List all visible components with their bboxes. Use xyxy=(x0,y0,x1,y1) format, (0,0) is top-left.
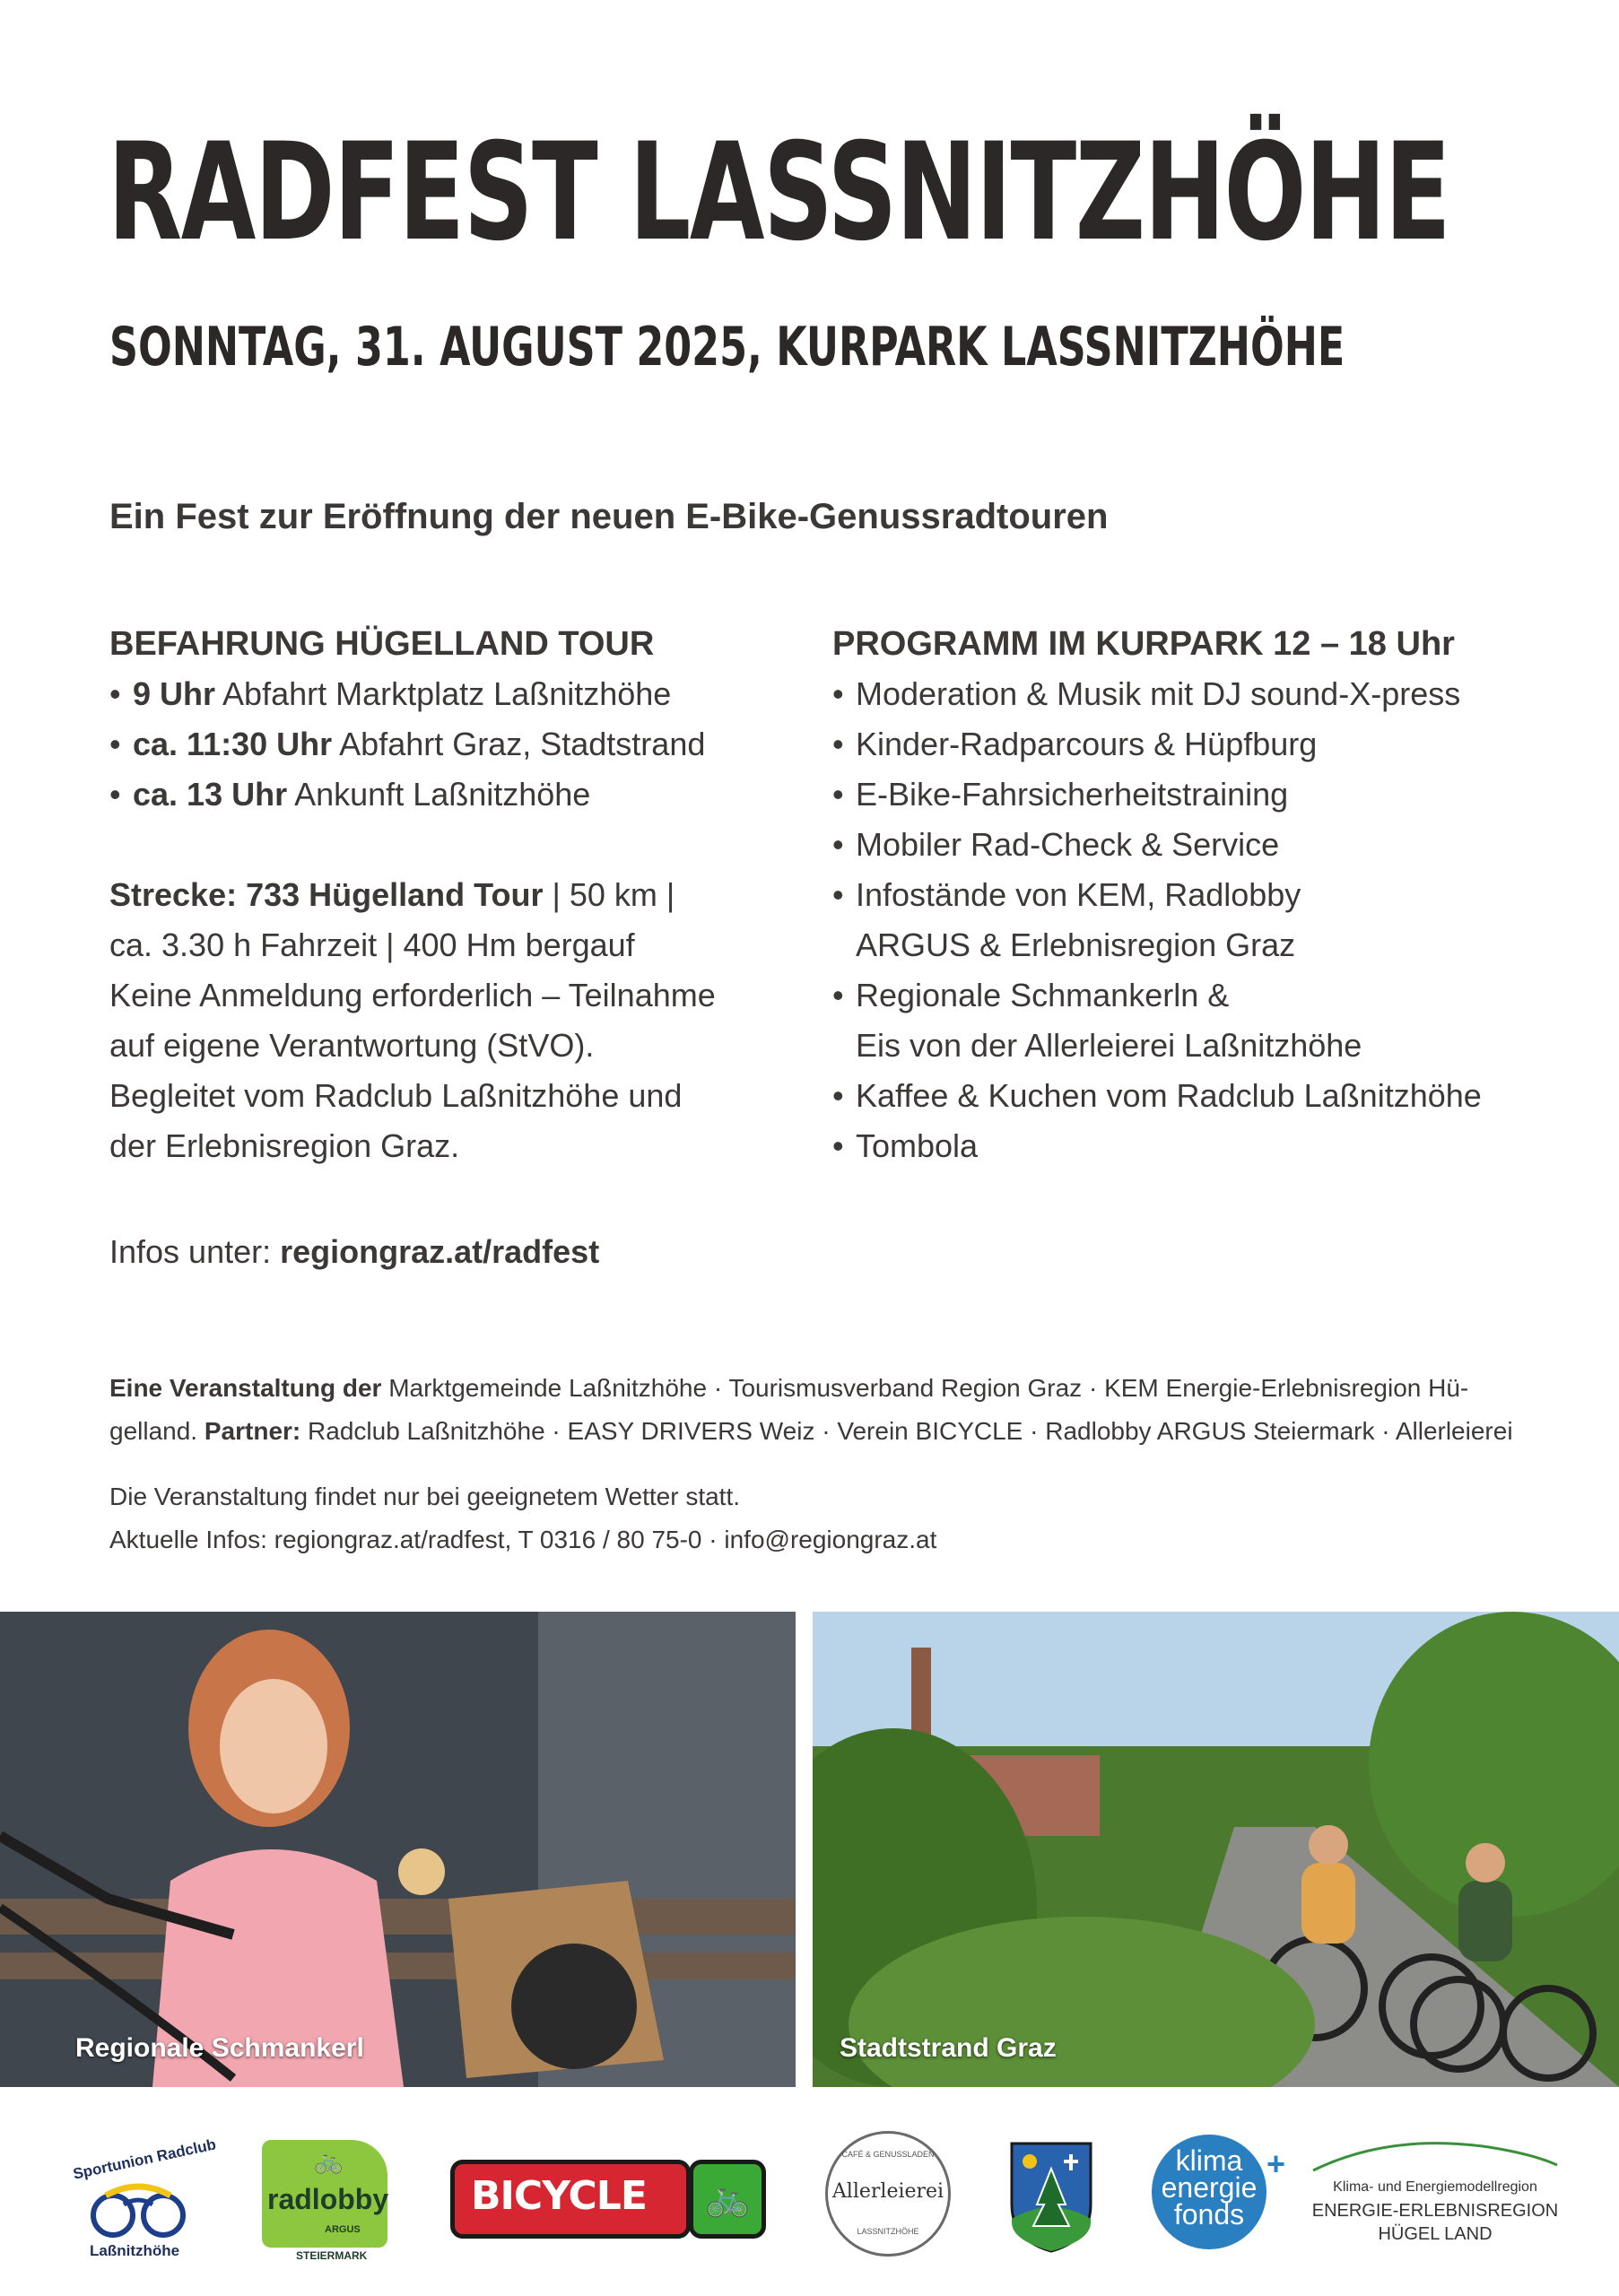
allerleierei-logo xyxy=(825,2131,951,2257)
route-line: Begleitet vom Radclub Laßnitzhöhe und xyxy=(109,1077,683,1114)
list-item: • Infostände von KEM, Radlobby ARGUS & Erlebnisregion Graz xyxy=(832,870,1568,970)
list-item: • Moderation & Musik mit DJ sound-X-press xyxy=(832,669,1568,719)
radlobby-text: radlobby xyxy=(267,2183,389,2215)
radclub-logo xyxy=(70,2135,218,2267)
list-item: • Mobiler Rad-Check & Service xyxy=(832,820,1568,870)
coat-of-arms-icon xyxy=(1010,2142,1092,2253)
lassnitzhoehe-coat-of-arms xyxy=(1010,2142,1092,2253)
allerleierei-bottom-text: LASSNITZHÖHE xyxy=(857,2227,919,2236)
radlobby-steiermark-text: STEIERMARK xyxy=(296,2249,368,2262)
list-item: • Tombola xyxy=(832,1121,1568,1171)
kem-line2: ENERGIE-ERLEBNISREGION xyxy=(1311,2201,1559,2221)
bicycle-logo-text: BICYCLE xyxy=(471,2173,647,2219)
route-line: auf eigene Verantwortung (StVO). xyxy=(109,1027,595,1064)
program-list xyxy=(832,669,1568,1171)
kem-logo xyxy=(1310,2138,1561,2255)
kem-line3: HÜGEL LAND xyxy=(1378,2224,1493,2244)
tour-column xyxy=(109,619,791,1171)
photo-caption: Regionale Schmankerl xyxy=(75,2033,364,2063)
route-line: Keine Anmeldung erforderlich – Teilnahme xyxy=(109,977,716,1013)
plus-icon: + xyxy=(1266,2145,1286,2182)
lead-text: Ein Fest zur Eröffnung der neuen E-Bike-Genussradtouren xyxy=(109,497,1109,536)
klimafonds-logo xyxy=(1152,2135,1266,2249)
list-item: • Kinder-Radparcours & Hüpfburg xyxy=(832,719,1568,770)
photo-caption: Stadtstrand Graz xyxy=(840,2033,1057,2063)
page-title: RADFEST LASSNITZHÖHE xyxy=(108,115,1450,271)
event-date-location: SONNTAG, 31. AUGUST 2025, KURPARK LASSNITZHÖHE xyxy=(109,316,1345,378)
route-line: der Erlebnisregion Graz. xyxy=(109,1127,460,1164)
list-item: • 9 Uhr Abfahrt Marktplatz Laßnitzhöhe xyxy=(109,669,791,719)
weather-notice: Die Veranstaltung findet nur bei geeignetem Wetter statt. Aktuelle Infos: regiongraz.at/radfest, T 0316 / 80 75-0 · info@regiongraz.at xyxy=(109,1483,937,1553)
tour-schedule-list xyxy=(109,669,791,820)
allerleierei-text: Allerleierei xyxy=(831,2180,944,2203)
list-item: • Kaffee & Kuchen vom Radclub Laßnitzhöhe xyxy=(832,1071,1568,1121)
route-info: Strecke: 733 Hügelland Tour | 50 km | xyxy=(109,876,675,913)
list-item: • E-Bike-Fahrsicherheitstraining xyxy=(832,770,1568,820)
kem-line1: Klima- und Energiemodellregion xyxy=(1333,2179,1537,2195)
radlobby-argus-text: ARGUS xyxy=(325,2224,361,2235)
list-item: • ca. 11:30 Uhr Abfahrt Graz, Stadtstrand xyxy=(109,719,791,770)
bicycle-logo xyxy=(450,2160,691,2239)
radclub-top-text: Sportunion Radclub xyxy=(71,2135,218,2183)
list-item: • Regionale Schmankerln & Eis von der Allerleierei Laßnitzhöhe xyxy=(832,970,1568,1071)
info-link[interactable]: regiongraz.at/radfest xyxy=(280,1233,600,1270)
hill-line-icon xyxy=(1310,2138,1561,2174)
photo-stadtstrand-graz xyxy=(813,1612,1619,2087)
program-heading: PROGRAMM IM KURPARK 12 – 18 Uhr xyxy=(832,625,1455,663)
bicycle-icon: 🚲 xyxy=(689,2160,766,2239)
cyclists-park-illustration xyxy=(813,1612,1619,2087)
program-column xyxy=(832,619,1568,1171)
photo-regionale-schmankerl xyxy=(0,1612,796,2087)
bicycle-icon: 🚲 xyxy=(314,2147,344,2174)
route-line: ca. 3.30 h Fahrzeit | 400 Hm bergauf xyxy=(109,926,635,963)
tour-heading: BEFAHRUNG HÜGELLAND TOUR xyxy=(109,625,655,663)
allerleierei-top-text: CAFÉ & GENUSSLADEN xyxy=(841,2150,935,2159)
klimafonds-text: klima energie fonds xyxy=(1161,2144,1258,2231)
radclub-bottom-text: Laßnitzhöhe xyxy=(90,2242,180,2259)
radlobby-logo xyxy=(262,2140,387,2248)
list-item: • ca. 13 Uhr Ankunft Laßnitzhöhe xyxy=(109,770,791,820)
woman-eating-illustration xyxy=(0,1612,796,2087)
info-line: Infos unter: regiongraz.at/radfest xyxy=(109,1233,600,1270)
organizers-text: Eine Veranstaltung der Marktgemeinde Laßnitzhöhe · Tourismusverband Region Graz · KEM Energie-Erlebnisregion Hü- gelland. Partner: Radclub Laßnitzhöhe · EASY DRIVERS Weiz · Verein BICYCLE · Radlobby ARGUS Steiermark · Allerleierei xyxy=(109,1374,1513,1445)
